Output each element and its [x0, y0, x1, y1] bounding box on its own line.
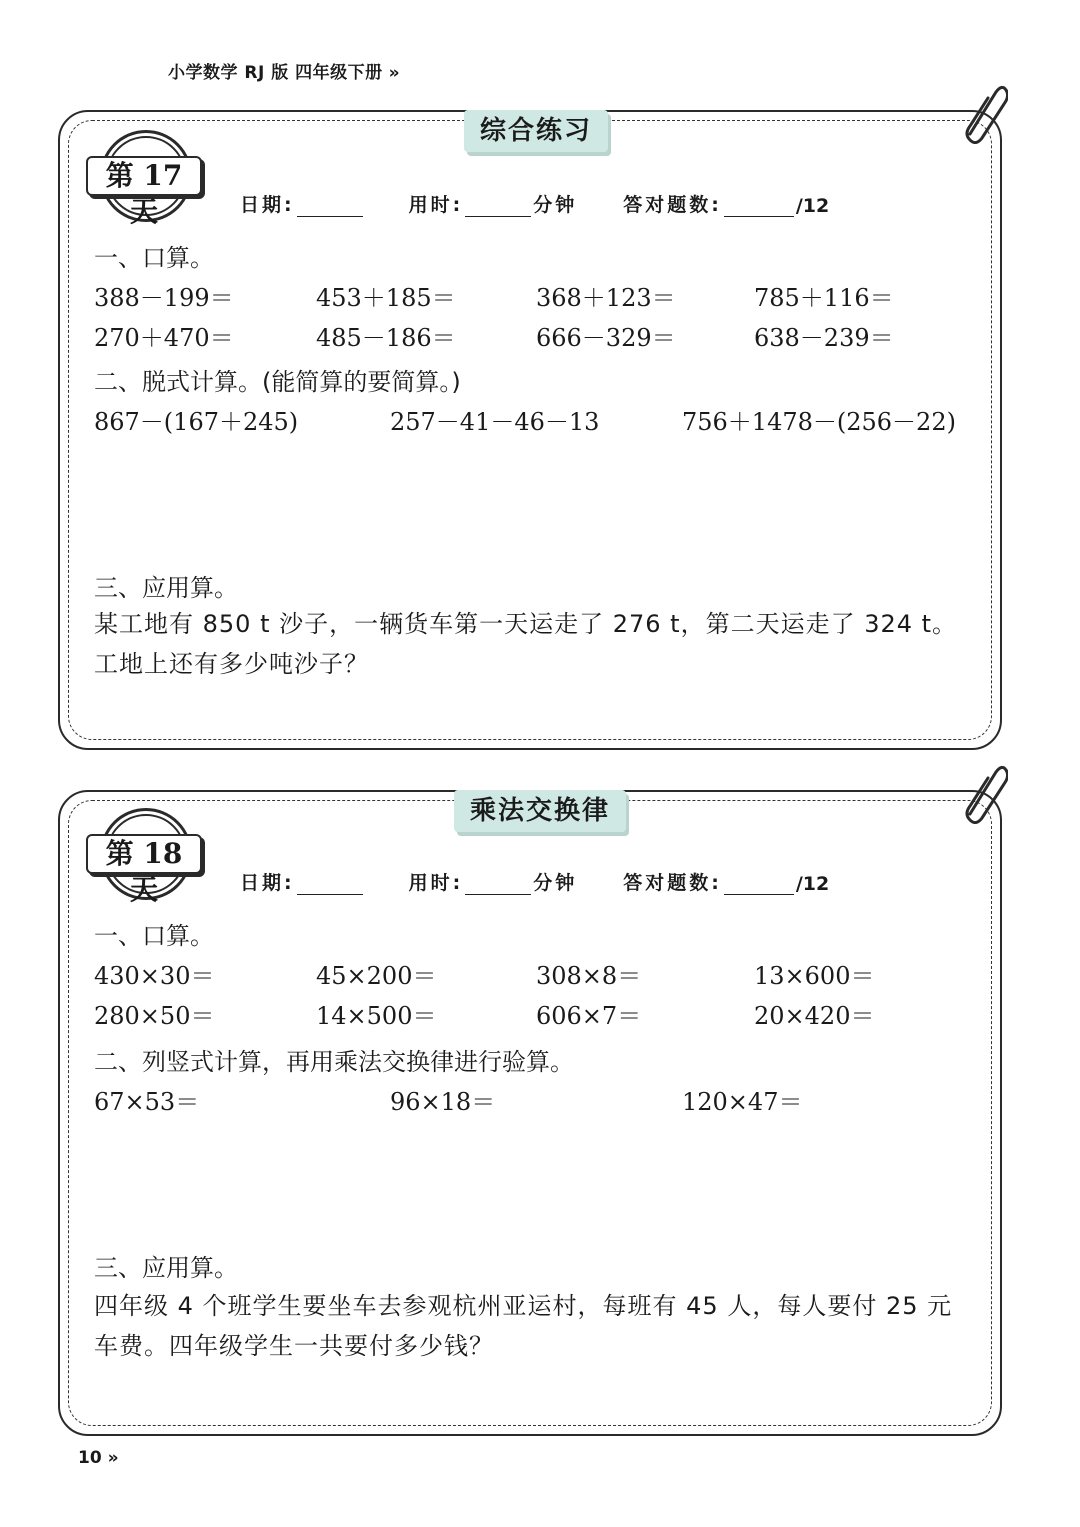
- day-label: 第 17 天: [86, 156, 202, 196]
- time-unit: 分钟: [533, 194, 578, 216]
- exercise-row: [94, 402, 974, 436]
- exercise-item: 785＋116＝: [754, 284, 894, 312]
- date-label: 日期:: [240, 872, 295, 894]
- exercise-item: 666－329＝: [536, 324, 676, 352]
- time-label: 用时:: [408, 872, 464, 894]
- book-title: 小学数学 RJ 版 四年级下册: [168, 63, 383, 83]
- exercise-item: 45×200＝: [316, 962, 437, 990]
- exercise-row: [94, 318, 974, 352]
- meta-row: [240, 868, 829, 895]
- exercise-item: 20×420＝: [754, 1002, 875, 1030]
- exercise-item: 14×500＝: [316, 1002, 437, 1030]
- chevron-right-icon: »: [107, 1448, 119, 1468]
- word-problem: 某工地有 850 t 沙子，一辆货车第一天运走了 276 t，第二天运走了 324 t。工地上还有多少吨沙子？: [94, 610, 958, 678]
- score-total: /12: [795, 873, 830, 895]
- word-problem: 四年级 4 个班学生要坐车去参观杭州亚运村，每班有 45 人，每人要付 25 元车费。四年级学生一共要付多少钱？: [94, 1292, 953, 1360]
- score-field[interactable]: [724, 194, 794, 217]
- exercise-item: 756＋1478－(256－22): [682, 408, 956, 436]
- exercise-item: 430×30＝: [94, 962, 215, 990]
- exercise-item: 453＋185＝: [316, 284, 456, 312]
- score-label: 答对题数:: [623, 194, 722, 216]
- exercise-row: [94, 956, 974, 990]
- exercise-item: 257－41－46－13: [390, 408, 600, 436]
- time-field[interactable]: [465, 194, 531, 217]
- score-field[interactable]: [724, 872, 794, 895]
- date-label: 日期:: [240, 194, 295, 216]
- exercise-item: 67×53＝: [94, 1088, 200, 1116]
- score-total: /12: [795, 195, 830, 217]
- day-18-card: [58, 790, 1002, 1436]
- section-heading: 一、口算。: [94, 244, 214, 272]
- exercise-item: 606×7＝: [536, 1002, 642, 1030]
- date-field[interactable]: [297, 194, 363, 217]
- exercise-item: 368＋123＝: [536, 284, 676, 312]
- paperclip-icon: [956, 82, 1008, 144]
- time-field[interactable]: [465, 872, 531, 895]
- card-title: 综合练习: [464, 110, 608, 152]
- meta-row: [240, 190, 829, 217]
- exercise-row: [94, 996, 974, 1030]
- exercise-item: 485－186＝: [316, 324, 456, 352]
- page-number-value: 10: [78, 1448, 102, 1468]
- section-heading: 一、口算。: [94, 922, 214, 950]
- section-heading: 三、应用算。: [94, 1254, 238, 1282]
- exercise-row: [94, 1082, 974, 1116]
- exercise-item: 867－(167＋245): [94, 408, 299, 436]
- exercise-item: 388－199＝: [94, 284, 234, 312]
- section-heading: 三、应用算。: [94, 574, 238, 602]
- section-heading: 二、列竖式计算，再用乘法交换律进行验算。: [94, 1048, 574, 1076]
- time-label: 用时:: [408, 194, 464, 216]
- time-unit: 分钟: [533, 872, 578, 894]
- exercise-item: 280×50＝: [94, 1002, 215, 1030]
- section-heading: 二、脱式计算。(能简算的要简算。): [94, 368, 461, 396]
- chevron-right-icon: »: [388, 63, 401, 83]
- exercise-item: 96×18＝: [390, 1088, 496, 1116]
- page-number: [78, 1448, 119, 1468]
- exercise-item: 638－239＝: [754, 324, 894, 352]
- paperclip-icon: [956, 762, 1008, 824]
- day-badge: [86, 130, 206, 228]
- exercise-item: 13×600＝: [754, 962, 875, 990]
- score-label: 答对题数:: [623, 872, 722, 894]
- day-17-card: [58, 110, 1002, 750]
- date-field[interactable]: [297, 872, 363, 895]
- day-badge: [86, 808, 206, 906]
- exercise-item: 120×47＝: [682, 1088, 803, 1116]
- exercise-item: 270＋470＝: [94, 324, 234, 352]
- exercise-item: 308×8＝: [536, 962, 642, 990]
- day-label: 第 18 天: [86, 834, 202, 874]
- card-title: 乘法交换律: [454, 790, 626, 832]
- book-header: [168, 58, 400, 83]
- exercise-row: [94, 278, 974, 312]
